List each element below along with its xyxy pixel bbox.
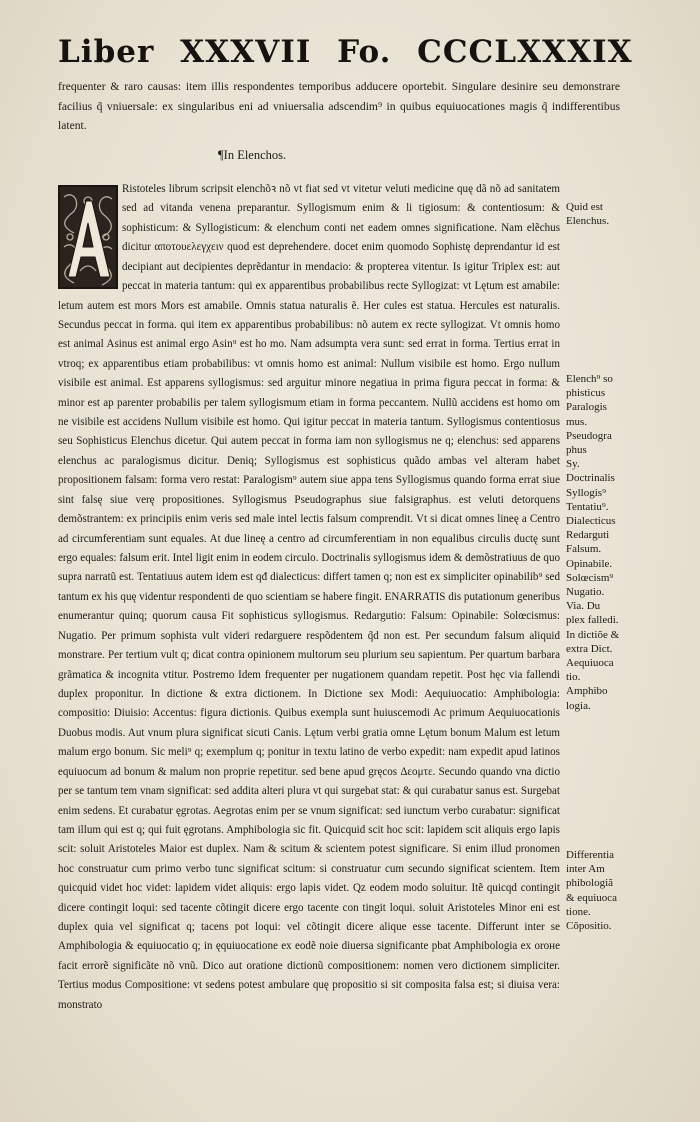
margin-note-line: tio.	[566, 671, 581, 684]
margin-note-line: Cõpositio.	[566, 920, 612, 933]
margin-note-line: Syllogis⁹	[566, 486, 606, 499]
margin-note-line: Differentia	[566, 849, 615, 861]
header-book-number: XXXVII	[180, 34, 312, 70]
header-folio-number: CCCLXXXIX	[417, 34, 633, 70]
margin-note-line: Opinabile.	[566, 557, 613, 570]
main-text: Ristoteles librum scripsit elenchõꝛ nõ vt fiat sed vt vitetur veluti medicine quę dã nõ ad sanitatem sed ad vitanda venena preparantur. Syllogismum enim & li tigiosum: & contentiosum: & sophisticum: & Syllogisticum: & elenchum conti net eadem omnes significatione. Nam elẽchus dicitur αποτουελεγχειν quod est deprehendere. docet enim quomodo Sophistę deprendantur id est decipiant aut decipientes deprẽdantur in mendacio: & propterea vitentur. Is igitur Triplex est: aut peccat in materia tantum: qui ex apparentibus probabilibus recte Syllogizat: vt Lętum est amabile: letum autem est mors Mors est amabile. Omnis statua naturalis ẽ. Her cules est statua. Hercules est naturalis. Secundus peccat in forma. qui item ex apparentibus probabilibus: nõ autem ex recte syllogizat. Vt omnis homo est animal Asinus est animal ergo Asin⁹ est ho mo. Nam adsumpta vera sunt: sed errat in forma. Tertius errat in vtroq; ex apparentibus etiam probabilibus: vt omnis homo est animal: Nullum visibile est homo. Ergo nullum visibile est animal. Est apparens syllogismus: sed arguitur minore negatiua in prima figura peccat in forma: & minor est ap parenter probabilis per talem syllogismum etiam in forma peccantem. Nullũ accidens est homo om ne visibile est accidens Nullum visibile est homo. Qui igitur peccat in materia tantum. Syllogismus contentiosus seu Sophisticus Elenchus dicetur. Qui autem peccat in forma iam non syllogismus ne q; elenchus: sed apparens elenchus ac paralogismus dicitur. Deniq; Syllogismus est sophisticus quãdo ambas vel alteram habet propositionem falsam: forma vero restat: Paralogism⁹ autem siue appa tens Syllogismus quando forma errat siue sint falsę siue verę propositiones. Syllogismus Pseudographus siue falsigraphus. est veluti detorquens demõstrantem: ex principiis enim veris sed male intel lectis falsum comprendit. Vt si dicat omnes lineę a Centro ad circumferentiam sunt equales. At due lineę a centro ad circumferentiam in non equalibus circulis ductę sunt ergo equales: falsum erit. Intel ligit enim in eodem circulo. Doctrinalis syllogismus idem & demõstratiuus de quo supra narratũ est. Tentatiuus autem idem est qđ dialecticus: differt tamen q; non est ex simpliciter opinabilib⁹ sed tantum ex his quę videntur respondenti de quo scientiam se habere fingit. ENARRATIS dis putationum generibus enumerantur quinq; quorum causa Fit sophisticus syllogismus. Redargutio: Falsum: Opinabile: Solœcismus: Nugatio. Per primum sophista vult videri redarguere respõdentem q̃d non est. Per secundum falsum aliquid monstrare. Per tertium vult q; dicat contra opinionem multorum seu plurium seu sapientum. Per quartum barbara grãmatica & incognita vtitur. Postremo Idem frequenter per nugationem quandam repetit. Post hęc via fallendi duplex proponitur. In dictione & extra dictionem. In Dictione sex Modi: Aequiuocatio: Amphibologia: compositio: Diuisio: Accentus: figura dictionis. Quibus exempla sunt huiuscemodi Ac primum Aequiuocationis Duobus modis. Aut vnum plura significat sicuti Canis. Lętum verbi gratia omne Lętum bonum Malum est letum malum ergo bonum. Sic meli⁹ q; exemplum q; ponitur in textu latino de verbo expedit: nam expedit apud latinos equiuocum ad bonum & malum non proprie repetitur. sed bene apud gręcos Δεομτε. Secundo quando vna dictio per se tantum tem vnam significat: sed addita alteri plura vt qui surgebat stat: & qui curabatur sanus est. Surgebat enim sedens. Et curabatur ęgrotas. Aegrotas enim per se vnum significat: sed iunctum verbo curabatur: significat tam illum qui est q; qui fuit ęgrotans. Amphibologia sic fit. Quicquid scit hoc scit: lapidem scit aliquis ergo lapis scit: soluit Aristoteles Maior est duplex. Nam & scitum & scientem potest significare. Si enim illud pronomen hoc construatur cum primo verbo tunc significat scitum: si construatur cum secundo significat scientem. Item quicquid videt hoc videt: lapidem videt aliquis: ergo lapis videt. Qz eodem modo soluitur. Itẽ quicqd contingit dicere contingit loqui: sed tacente cõtingit dicere ergo tacente con tingit loqui. soluit Aristoteles Minor eni est duplex quia vel significat q; tacens pot loqui: vel cõtingit dicere alique esse tacente. Differunt inter se Amphibologia & equiuocatio q; in ęquiuocatione ex eodẽ noie diuersa significante pbat Amphibologia ex oroне facit errorẽ significãte nõ vnũ. Dico aut oratione dictionũ compositionem: nomen vero dictionem simpliciter. Tertius modus Compositione: vt sedens potest ambulare quę propositio si sit composita falsa est; si diuisa vera: monstrato	[58, 183, 560, 1011]
margin-note-elenchus	[566, 200, 666, 228]
margin-note-line: phisticus	[566, 387, 606, 400]
margin-note-line: Tentatiu⁹.	[566, 500, 609, 513]
margin-note-line: Paralogis	[566, 401, 607, 414]
main-text-block	[58, 180, 560, 1015]
margin-note-line: logia.	[566, 699, 591, 712]
margin-note-line: Falsum.	[566, 543, 602, 556]
margin-note-line: tione.	[566, 905, 591, 918]
header-book: Liber	[58, 34, 155, 70]
margin-note-line: Aequiuoca	[566, 657, 614, 670]
running-header	[58, 34, 658, 72]
margin-note-differentia	[566, 848, 666, 933]
margin-note-list	[566, 372, 666, 713]
margin-note-line: Elenchus.	[566, 215, 610, 228]
margin-note-line: & equiuoca	[566, 891, 618, 904]
margin-note-line: inter Am	[566, 863, 605, 876]
margin-note-line: Amphibo	[566, 685, 608, 698]
margin-note-line: Doctrinalis	[566, 472, 615, 485]
margin-note-line: mus.	[566, 415, 588, 428]
margin-note-line: Elench⁹ so	[566, 373, 613, 385]
margin-note-line: extra Dict.	[566, 642, 613, 655]
section-title: ¶In Elenchos.	[218, 148, 287, 162]
header-folio-label: Fo.	[337, 34, 392, 70]
margin-note-line: Dialecticus	[566, 515, 616, 528]
margin-note-line: Quid est	[566, 201, 603, 213]
margin-note-line: Solœcism⁹	[566, 571, 614, 584]
margin-note-line: phibologiã	[566, 877, 614, 890]
margin-note-line: Sy.	[566, 458, 580, 471]
margin-note-line: Redarguti	[566, 529, 610, 542]
intro-text: frequenter & raro causas: item illis respondentes temporibus adducere oportebit. Singulare desinire seu demonstrare facilius q̃ vniuersale: ex singularibus eni ad vniuersalia adscendim⁹ in quibus equiuocationes magis q̃ indifferentibus latent.	[58, 80, 620, 133]
margin-note-line: plex falledi.	[566, 614, 619, 627]
intro-paragraph	[58, 77, 620, 136]
initial-spacer	[58, 180, 122, 292]
margin-note-line: phus	[566, 444, 587, 457]
margin-note-line: Nugatio.	[566, 586, 605, 599]
margin-note-line: In dictiõe &	[566, 628, 620, 641]
margin-note-line: Via. Du	[566, 600, 601, 613]
margin-note-line: Pseudogra	[566, 429, 612, 442]
